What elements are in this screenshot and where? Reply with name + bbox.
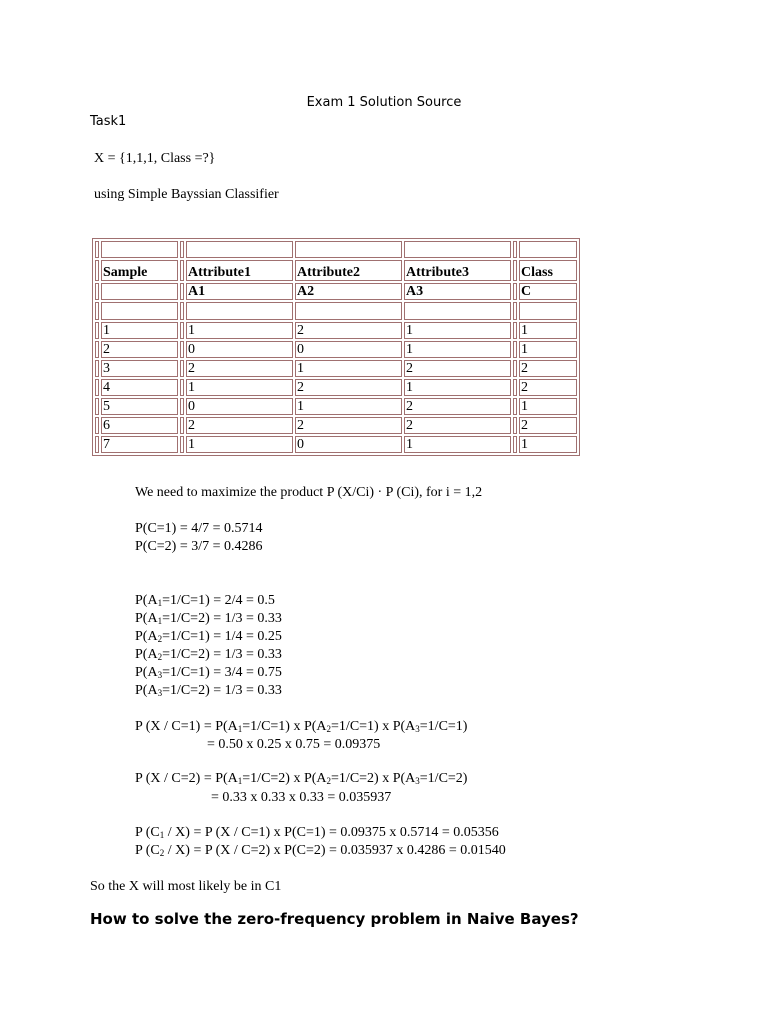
cell-sample: 5 bbox=[101, 398, 178, 415]
cell-a2: 2 bbox=[295, 417, 402, 434]
header-attribute3: Attribute3 bbox=[404, 260, 511, 281]
cell-a1: 2 bbox=[186, 360, 293, 377]
posterior-c2: P $(C_2 / X) = P$ (X / C=2) x P(C=2) = 0.035937 x 0.4286 = 0.01540 bbox=[135, 843, 506, 858]
table-row bbox=[95, 417, 577, 434]
cell-a3: 1 bbox=[404, 341, 511, 358]
prior-c1: P(C=1) = 4/7 = 0.5714 bbox=[135, 521, 263, 536]
likelihood-line: $P(A_3=1/C=1) = 3/4 = 0.75$ bbox=[135, 665, 282, 680]
likelihood-line: $P(A_2=1/C=2) = 1/3 = 0.33$ bbox=[135, 647, 282, 662]
cell-class: 2 bbox=[519, 360, 577, 377]
likelihood-line: $P(A_2=1/C=1) = 1/4 = 0.25$ bbox=[135, 629, 282, 644]
likelihood-line: $P(A_1=1/C=2) = 1/3 = 0.33$ bbox=[135, 611, 282, 626]
cell-a3: 2 bbox=[404, 417, 511, 434]
maximize-statement: We need to maximize the product P (X/Ci) · P (Ci), for i = 1,2 bbox=[135, 485, 483, 500]
table-row bbox=[95, 379, 577, 396]
cell-a2: 0 bbox=[295, 341, 402, 358]
likelihood-line: $P(A_1=1/C=1) = 2/4 = 0.5$ bbox=[135, 593, 275, 608]
px-c1-formula: P $(X / C=1) = P(A_1=1/C=1)$ x $P(A_2=1/C=1)$ x $P(A_3=1/C=1)$ bbox=[135, 719, 468, 734]
cell-a3: 1 bbox=[404, 379, 511, 396]
cell-a1: 0 bbox=[186, 398, 293, 415]
cell-a2: 0 bbox=[295, 436, 402, 453]
cell-a1: 1 bbox=[186, 322, 293, 339]
subheader-a1: A1 bbox=[186, 283, 293, 300]
cell-sample: 3 bbox=[101, 360, 178, 377]
cell-a3: 2 bbox=[404, 360, 511, 377]
cell-a1: 2 bbox=[186, 417, 293, 434]
section-heading: How to solve the zero-frequency problem in Naive Bayes? bbox=[90, 910, 579, 928]
cell-a2: 1 bbox=[295, 360, 402, 377]
header-class: Class bbox=[519, 260, 577, 281]
prior-c2: P(C=2) = 3/7 = 0.4286 bbox=[135, 539, 263, 554]
cell-class: 1 bbox=[519, 436, 577, 453]
cell-a3: 1 bbox=[404, 322, 511, 339]
cell-class: 2 bbox=[519, 379, 577, 396]
cell-sample: 2 bbox=[101, 341, 178, 358]
cell-a1: 0 bbox=[186, 341, 293, 358]
subheader-a2: A2 bbox=[295, 283, 402, 300]
conclusion-text: So the X will most likely be in C1 bbox=[90, 879, 282, 894]
table-row bbox=[95, 341, 577, 358]
px-c2-value: = 0.33 x 0.33 x 0.33 = 0.035937 bbox=[211, 790, 392, 805]
header-sample: Sample bbox=[101, 260, 178, 281]
x-definition: X = {1,1,1, Class =?} bbox=[94, 151, 216, 166]
subheader-sample bbox=[101, 283, 178, 300]
header-attribute1: Attribute1 bbox=[186, 260, 293, 281]
cell-class: 2 bbox=[519, 417, 577, 434]
cell-a3: 1 bbox=[404, 436, 511, 453]
sample-table bbox=[92, 238, 580, 456]
px-c2-formula: P $(X / C=2) = P(A_1=1/C=2)$ x $P(A_2=1/C=2)$ x $P(A_3=1/C=2)$ bbox=[135, 771, 468, 786]
px-c1-value: = 0.50 x 0.25 x 0.75 = 0.09375 bbox=[207, 737, 381, 752]
task-label: Task1 bbox=[90, 114, 127, 129]
table-row bbox=[95, 398, 577, 415]
cell-sample: 4 bbox=[101, 379, 178, 396]
table-subheader-row bbox=[95, 283, 577, 300]
cell-class: 1 bbox=[519, 398, 577, 415]
header-attribute2: Attribute2 bbox=[295, 260, 402, 281]
cell-a3: 2 bbox=[404, 398, 511, 415]
cell-a2: 2 bbox=[295, 322, 402, 339]
table-row bbox=[95, 436, 577, 453]
posterior-c1: P $(C_1 / X) = P$ (X / C=1) x P(C=1) = 0.09375 x 0.5714 = 0.05356 bbox=[135, 825, 499, 840]
method-text: using Simple Bayssian Classifier bbox=[94, 187, 279, 202]
cell-a2: 2 bbox=[295, 379, 402, 396]
subheader-a3: A3 bbox=[404, 283, 511, 300]
cell-class: 1 bbox=[519, 322, 577, 339]
table-row bbox=[95, 322, 577, 339]
cell-sample: 1 bbox=[101, 322, 178, 339]
likelihood-line: $P(A_3=1/C=2) = 1/3 = 0.33$ bbox=[135, 683, 282, 698]
table-row bbox=[95, 360, 577, 377]
table-header-row bbox=[95, 260, 577, 281]
cell-class: 1 bbox=[519, 341, 577, 358]
document-title: Exam 1 Solution Source bbox=[306, 95, 462, 110]
cell-sample: 6 bbox=[101, 417, 178, 434]
cell-sample: 7 bbox=[101, 436, 178, 453]
subheader-c: C bbox=[519, 283, 577, 300]
cell-a2: 1 bbox=[295, 398, 402, 415]
cell-a1: 1 bbox=[186, 379, 293, 396]
cell-a1: 1 bbox=[186, 436, 293, 453]
